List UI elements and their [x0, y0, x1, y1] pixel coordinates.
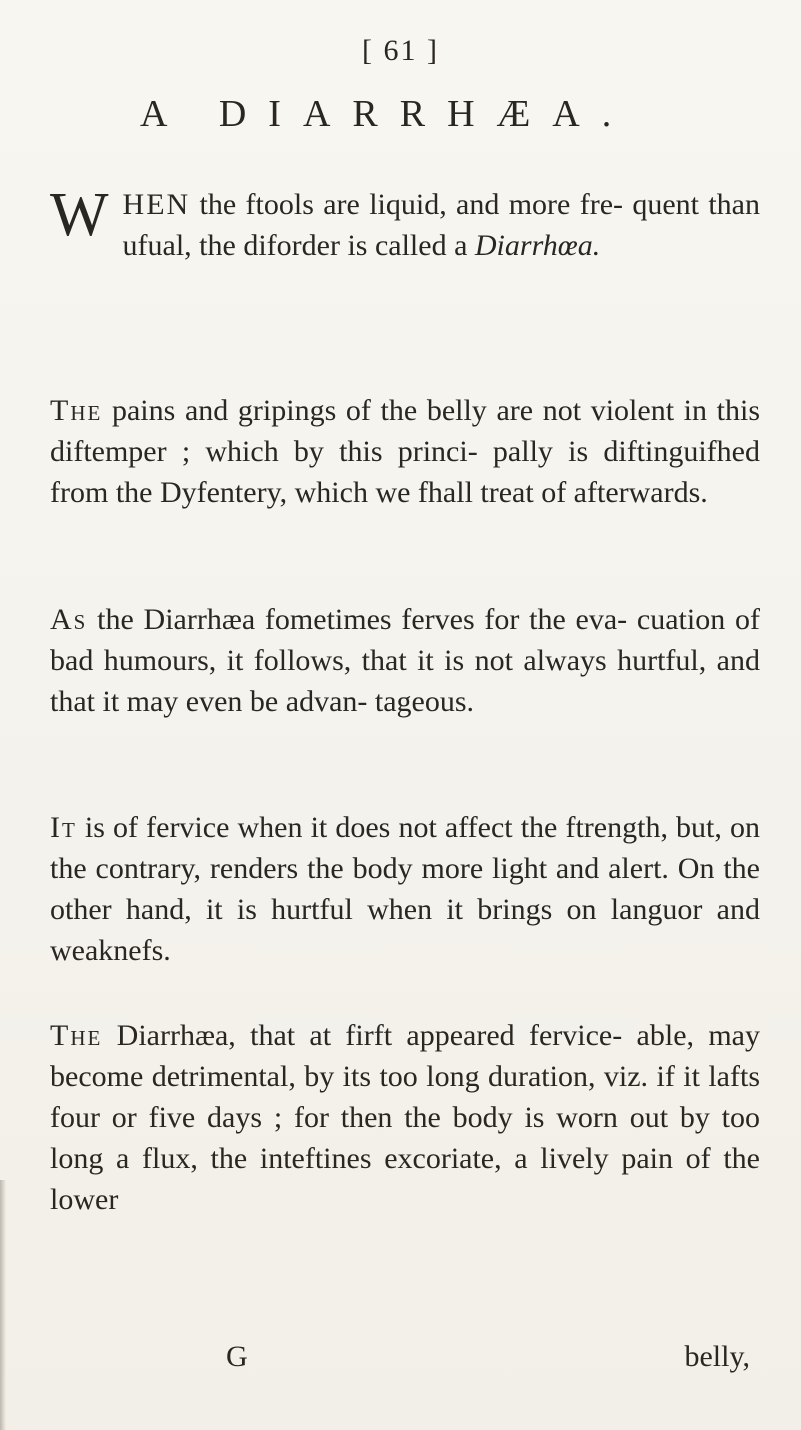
paragraph-1: [50, 181, 760, 266]
paragraph-4: [50, 807, 760, 971]
paragraph-text: the ftools are liquid, and more fre- quent than ufual, the diforder is called a: [122, 188, 760, 262]
paragraph-2: [50, 390, 760, 513]
page-number: [ 61 ]: [362, 34, 439, 67]
paragraph-lead: The: [50, 394, 103, 427]
paragraph-5: [50, 1015, 760, 1220]
paragraph-text: pains and gripings of the belly are not violent in this diftemper ; which by this princi- pally is diftinguifhed from the Dyfentery, which we fhall treat of afterwards.: [50, 394, 760, 509]
paragraph-3: [50, 599, 760, 722]
italic-term: Diarrhœa.: [474, 229, 601, 262]
binding-edge: [0, 1180, 6, 1430]
paragraph-lead: The: [50, 1019, 103, 1052]
paragraph-text: is of fervice when it does not affect the ftrength, but, on the contrary, renders the body more light and alert. On the other hand, it is hurtful when it brings on languor and weaknefs.: [50, 811, 760, 967]
paragraph-lead: As: [50, 603, 88, 636]
signature-mark: G: [226, 1340, 248, 1373]
drop-cap: W: [50, 181, 109, 249]
paragraph-lead: It: [50, 811, 77, 844]
chapter-heading: A DIARRHÆA.: [140, 93, 634, 135]
paragraph-text: the Diarrhæa fometimes ferves for the eva- cuation of bad humours, it follows, that it is not always hurtful, and that it may even be advan- tageous.: [50, 603, 760, 718]
catchword: belly,: [684, 1340, 750, 1373]
paragraph-text: Diarrhæa, that at firft appeared fervice- able, may become detrimental, by its too long duration, viz. if it lafts four or five days ; for then the body is worn out by too long a flux, the inteftines excoriate, a lively pain of the lower: [50, 1019, 760, 1216]
paragraph-lead: HEN: [122, 188, 191, 221]
